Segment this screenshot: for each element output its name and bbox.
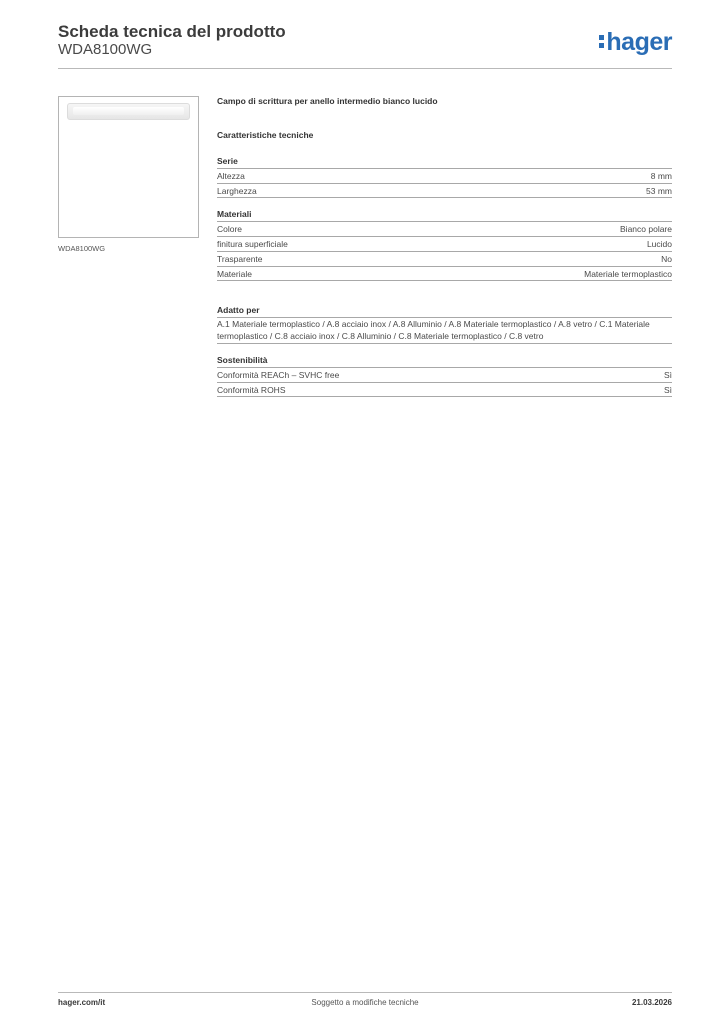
hager-logo	[599, 28, 672, 57]
image-caption: WDA8100WG	[58, 244, 106, 253]
tech-heading: Caratteristiche tecniche	[217, 130, 314, 140]
product-code: WDA8100WG	[58, 41, 153, 58]
logo-text: hager	[606, 28, 672, 56]
section-adatto-per	[217, 304, 672, 344]
section-title: Materiali	[217, 209, 252, 219]
product-image	[58, 96, 199, 238]
spec-label: Conformità REACh – SVHC free	[217, 370, 340, 380]
compatibility-text: A.1 Materiale termoplastico / A.8 acciaio inox / A.8 Alluminio / A.8 Materiale termoplastico / A.8 vetro / C.1 Materiale termoplastico / C.8 acciaio inox / C.8 Alluminio / C.8 Materiale termoplastico / C.8 vetro	[217, 317, 672, 344]
spec-value: 53 mm	[646, 186, 672, 196]
logo-colon-icon	[599, 30, 605, 50]
spec-label: Colore	[217, 224, 243, 234]
header-divider	[58, 68, 672, 69]
spec-row	[217, 236, 672, 251]
spec-row	[217, 251, 672, 266]
spec-value: No	[661, 254, 672, 264]
product-shape	[67, 103, 190, 120]
spec-value: Sì	[663, 370, 672, 380]
section-title: Serie	[217, 156, 238, 166]
spec-value: 8 mm	[650, 171, 672, 181]
spec-row	[217, 266, 672, 281]
spec-row	[217, 367, 672, 382]
footer-website-link[interactable]: hager.com/it	[58, 998, 106, 1007]
spec-value: Materiale termoplastico	[584, 269, 672, 279]
footer-note: Soggetto a modifiche tecniche	[311, 998, 419, 1007]
page-title: Scheda tecnica del prodotto	[58, 22, 286, 41]
spec-row	[217, 168, 672, 183]
spec-row	[217, 221, 672, 236]
spec-label: Trasparente	[217, 254, 263, 264]
spec-label: Altezza	[217, 171, 245, 181]
spec-row	[217, 183, 672, 198]
spec-label: Materiale	[217, 269, 252, 279]
section-title: Adatto per	[217, 305, 260, 315]
spec-row	[217, 382, 672, 397]
spec-value: Bianco polare	[620, 224, 672, 234]
header	[58, 20, 672, 70]
spec-label: Conformità ROHS	[217, 385, 286, 395]
section-sostenibilita	[217, 354, 672, 397]
section-materiali	[217, 208, 672, 281]
spec-value: Sì	[663, 385, 672, 395]
footer-date: 21.03.2026	[631, 998, 672, 1007]
spec-value: Lucido	[646, 239, 672, 249]
spec-label: finitura superficiale	[217, 239, 288, 249]
spec-label: Larghezza	[217, 186, 257, 196]
product-description: Campo di scrittura per anello intermedio bianco lucido	[217, 96, 438, 106]
footer-divider	[58, 992, 672, 993]
section-serie	[217, 155, 672, 198]
section-title: Sostenibilità	[217, 355, 268, 365]
